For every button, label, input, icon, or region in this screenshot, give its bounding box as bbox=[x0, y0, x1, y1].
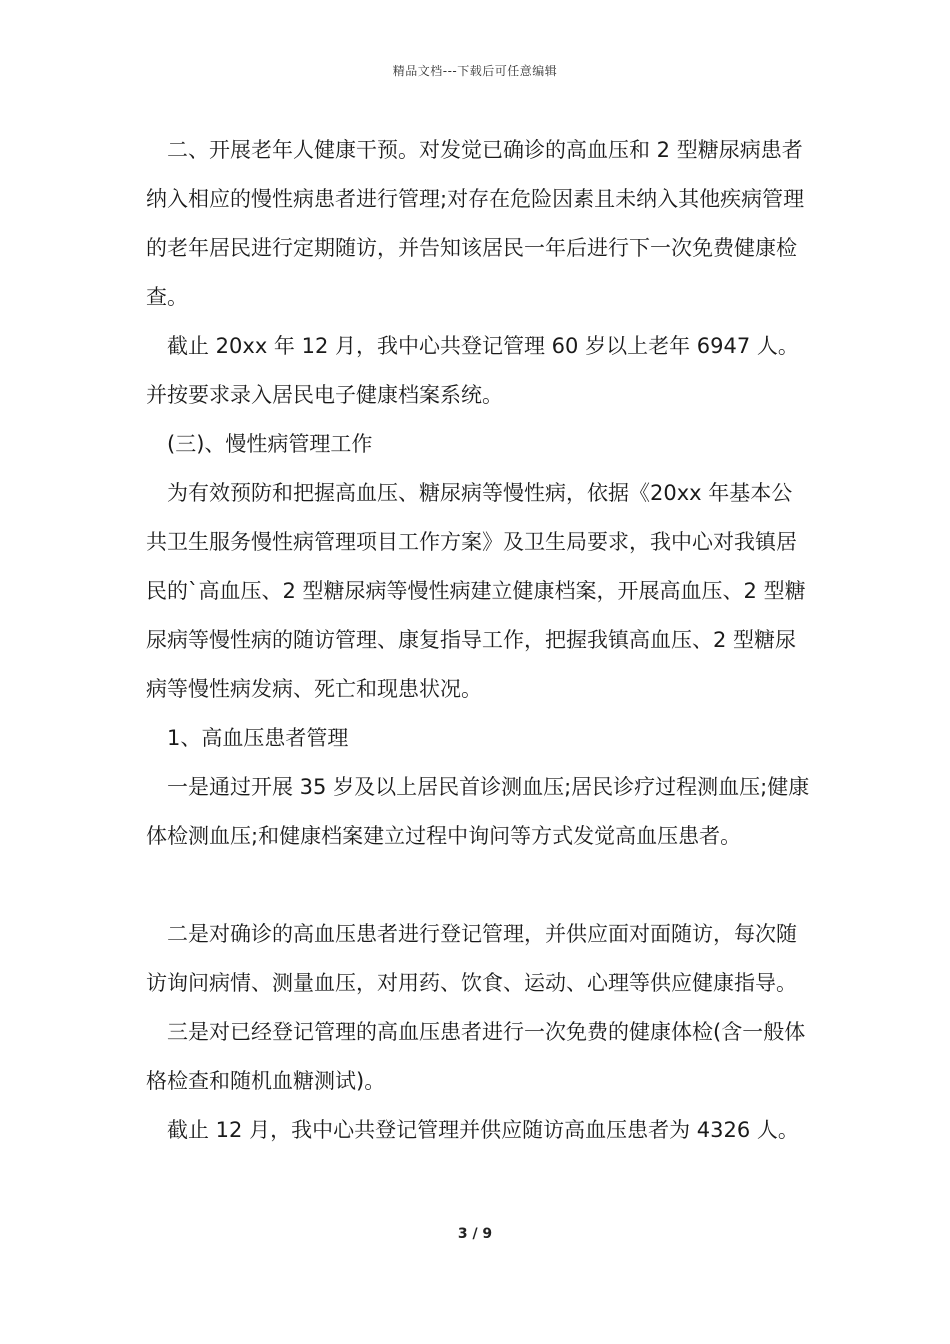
paragraph-hypertension-third: 三是对已经登记管理的高血压患者进行一次免费的健康体检(含一般体格检查和随机血糖测试)。 bbox=[146, 1020, 806, 1093]
page-header: 精品文档---下载后可任意编辑 bbox=[392, 64, 558, 78]
blank-line bbox=[146, 861, 812, 910]
paragraph-elderly-intervention: 二、开展老年人健康干预。对发觉已确诊的高血压和 2 型糖尿病患者纳入相应的慢性病患者进行管理;对存在危险因素且未纳入其他疾病管理的老年居民进行定期随访，并告知该居民一年后进行下一次免费健康检查。 bbox=[146, 138, 805, 309]
paragraph-chronic-disease-intro: 为有效预防和把握高血压、糖尿病等慢性病，依据《20xx 年基本公共卫生服务慢性病管理项目工作方案》及卫生局要求，我中心对我镇居民的`高血压、2 型糖尿病等慢性病建立健康档案，开展高血压、2 型糖尿病等慢性病的随访管理、康复指导工作，把握我镇高血压、2 型糖尿病等慢性病发病、死亡和现患状况。 bbox=[146, 481, 806, 701]
paragraph-hypertension-first: 一是通过开展 35 岁及以上居民首诊测血压;居民诊疗过程测血压;健康体检测血压;和健康档案建立过程中询问等方式发觉高血压患者。 bbox=[146, 775, 810, 848]
page-number: 3 / 9 bbox=[457, 1226, 493, 1242]
subsection-heading-hypertension: 1、高血压患者管理 bbox=[167, 726, 349, 750]
paragraph-elderly-count: 截止 20xx 年 12 月，我中心共登记管理 60 岁以上老年 6947 人。并按要求录入居民电子健康档案系统。 bbox=[146, 334, 799, 407]
paragraph-hypertension-count: 截止 12 月，我中心共登记管理并供应随访高血压患者为 4326 人。 bbox=[167, 1118, 799, 1142]
document-body bbox=[146, 126, 812, 1155]
section-heading-chronic-disease: (三)、慢性病管理工作 bbox=[167, 432, 373, 456]
paragraph-hypertension-second: 二是对确诊的高血压患者进行登记管理，并供应面对面随访，每次随访询问病情、测量血压，对用药、饮食、运动、心理等供应健康指导。 bbox=[146, 922, 797, 995]
